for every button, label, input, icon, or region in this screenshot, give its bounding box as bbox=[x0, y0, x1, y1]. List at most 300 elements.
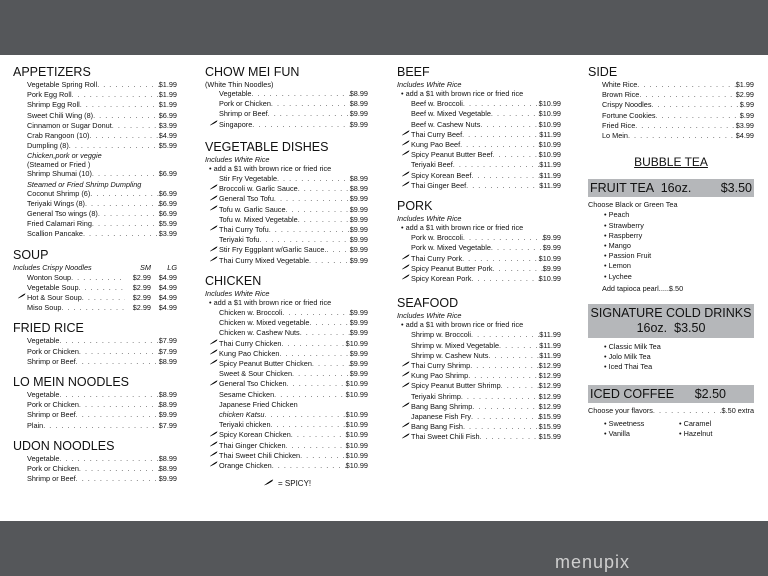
item-price: $9.99 bbox=[158, 410, 177, 420]
menu-item bbox=[397, 109, 561, 119]
tea-choice-note: Choose Black or Green Tea bbox=[588, 200, 678, 210]
menu-item bbox=[205, 430, 368, 440]
note: Chicken,pork or veggie bbox=[27, 151, 102, 161]
menu-item bbox=[588, 111, 754, 121]
item-name: Coconut Shrimp (6) bbox=[27, 188, 91, 198]
item-name: Spicy Peanut Butter Pork bbox=[411, 263, 493, 273]
menu-item bbox=[397, 432, 561, 442]
item-name: Chicken w. Broccoli bbox=[219, 308, 283, 318]
item-price: $11.99 bbox=[539, 160, 561, 170]
section-title: CHICKEN bbox=[205, 273, 262, 288]
item-name: Japanese Fried Chicken bbox=[219, 399, 298, 409]
item-price: $1.99 bbox=[158, 100, 177, 110]
chili-pepper-icon bbox=[209, 349, 219, 359]
menu-item bbox=[397, 422, 561, 432]
item-name: Shrimp w. Mixed Vegetable bbox=[411, 340, 500, 350]
menu-item bbox=[205, 235, 368, 245]
addon-note: • add a $1 with brown rice or fried rice bbox=[401, 320, 524, 330]
item-price: $8.99 bbox=[349, 99, 368, 109]
item-name: Shrimp or Beef bbox=[27, 474, 76, 484]
chili-pepper-icon bbox=[209, 359, 219, 369]
item-price: $9.99 bbox=[349, 348, 368, 358]
item-price: $11.99 bbox=[539, 330, 561, 340]
menu-column-1 bbox=[13, 65, 177, 484]
menu-item bbox=[13, 390, 177, 400]
chili-pepper-icon bbox=[209, 380, 219, 390]
item-name: Japanese Fish Fry bbox=[411, 412, 472, 422]
section-title: BEEF bbox=[397, 65, 430, 79]
item-name: Shrimp w. Broccoli bbox=[411, 330, 472, 340]
chili-pepper-icon bbox=[209, 120, 219, 130]
menu-item bbox=[13, 454, 177, 464]
item-name: Thai Ginger Beef bbox=[411, 180, 467, 190]
item-price: $15.99 bbox=[538, 422, 561, 432]
item-price: $8.99 bbox=[349, 174, 368, 184]
item-price: $8.99 bbox=[158, 464, 177, 474]
menu-item bbox=[397, 99, 561, 109]
menu-item bbox=[205, 89, 368, 99]
fruit-tea-banner: FRUIT TEA 16oz. $3.50 bbox=[590, 181, 752, 196]
chili-pepper-icon bbox=[209, 431, 219, 441]
menu-item bbox=[205, 194, 368, 204]
menu-item bbox=[205, 318, 368, 328]
lo-mein-section bbox=[13, 375, 177, 431]
list-item: • Iced Thai Tea bbox=[604, 362, 653, 372]
menu-item bbox=[13, 410, 177, 420]
size-header-lg: LG bbox=[167, 262, 177, 272]
list-item: • Classic Milk Tea bbox=[604, 342, 661, 352]
item-price: $4.99 bbox=[158, 131, 177, 141]
item-price: $.99 bbox=[739, 100, 754, 110]
list-item: • Peach bbox=[604, 210, 630, 220]
chili-pepper-icon bbox=[401, 433, 411, 443]
item-price: $9.99 bbox=[349, 225, 368, 235]
item-name: Beef w. Broccoli bbox=[411, 99, 463, 109]
section-title: CHOW MEI FUN bbox=[205, 65, 300, 79]
item-name: Shrimp w. Cashew Nuts bbox=[411, 350, 489, 360]
menu-item bbox=[205, 215, 368, 225]
item-name: Vegetable bbox=[27, 336, 60, 346]
item-price: $10.99 bbox=[345, 430, 368, 440]
menu-item bbox=[588, 90, 754, 100]
item-price-small: $2.99 bbox=[132, 293, 151, 303]
item-price: $9.99 bbox=[542, 233, 561, 243]
menu-column-2 bbox=[205, 65, 368, 488]
spicy-legend: = SPICY! bbox=[205, 479, 368, 488]
menu-item bbox=[397, 351, 561, 361]
item-name: Spicy Korean Beef bbox=[411, 170, 472, 180]
coffee-flavor-note: Choose your flavors . . . $.50 extra bbox=[588, 406, 754, 416]
menu-item bbox=[13, 141, 177, 151]
item-name: Bang Bang Shrimp bbox=[411, 401, 473, 411]
menu-item bbox=[13, 189, 177, 199]
item-name: Shrimp Egg Roll bbox=[27, 100, 80, 110]
item-price: $4.99 bbox=[735, 131, 754, 141]
item-name: General Tso wings (8) bbox=[27, 209, 98, 219]
menu-item bbox=[13, 474, 177, 484]
item-price: $7.99 bbox=[158, 336, 177, 346]
item-name: Pork or Chicken bbox=[27, 400, 79, 410]
menu-item bbox=[13, 336, 177, 346]
item-price: $11.99 bbox=[539, 340, 561, 350]
menu-item bbox=[397, 264, 561, 274]
item-name: Thai Curry Chicken bbox=[219, 338, 282, 348]
chili-pepper-icon bbox=[401, 181, 411, 191]
section-title: APPETIZERS bbox=[13, 65, 91, 79]
item-name: Kung Pao Chicken bbox=[219, 348, 280, 358]
item-price: $3.99 bbox=[158, 229, 177, 239]
item-price: $9.99 bbox=[349, 214, 368, 224]
item-price-small: $2.99 bbox=[132, 272, 151, 282]
item-price: $6.99 bbox=[158, 209, 177, 219]
fried-rice-section bbox=[13, 321, 177, 367]
menu-item bbox=[13, 131, 177, 141]
item-price: $9.99 bbox=[349, 204, 368, 214]
item-price: $7.99 bbox=[158, 346, 177, 356]
note: (Steamed or Fried ) bbox=[27, 160, 91, 170]
chili-pepper-icon bbox=[209, 195, 219, 205]
item-price: $8.99 bbox=[349, 184, 368, 194]
menu-item bbox=[205, 451, 368, 461]
item-name: Spicy Peanut Butter Chicken bbox=[219, 359, 312, 369]
chili-pepper-icon bbox=[263, 479, 274, 488]
chili-pepper-icon bbox=[401, 264, 411, 274]
item-name: Kung Pao Shrimp bbox=[411, 371, 469, 381]
beef-section bbox=[397, 65, 561, 191]
section-title: SIDE bbox=[588, 65, 618, 79]
section-title: LO MEIN NOODLES bbox=[13, 375, 129, 390]
menu-item bbox=[205, 225, 368, 235]
item-name: Lo Mein bbox=[602, 131, 628, 141]
note: Includes White Rice bbox=[205, 154, 270, 164]
item-price: $15.99 bbox=[538, 432, 561, 442]
item-price: $9.99 bbox=[349, 359, 368, 369]
item-name: Vegetable Soup bbox=[27, 282, 79, 292]
menu-item bbox=[397, 412, 561, 422]
item-price: $11.99 bbox=[539, 129, 561, 139]
item-price: $5.99 bbox=[158, 141, 177, 151]
soup-section bbox=[13, 248, 177, 314]
addon-note: • add a $1 with brown rice or fried rice bbox=[401, 223, 524, 233]
menu-item bbox=[588, 80, 754, 90]
menu-item bbox=[397, 150, 561, 160]
item-name: Stir Fry Eggplant w/Garlic Sauce. bbox=[219, 245, 327, 255]
item-name: Thai Sweet Chili Chicken bbox=[219, 450, 301, 460]
item-price: $10.99 bbox=[538, 99, 561, 109]
item-price: $9.99 bbox=[349, 194, 368, 204]
menu-item bbox=[13, 464, 177, 474]
menu-item bbox=[205, 410, 368, 420]
item-name: Cinnamon or Sugar Donut bbox=[27, 120, 112, 130]
chili-pepper-icon bbox=[401, 361, 411, 371]
item-name: Chicken w. Mixed vegetable bbox=[219, 318, 310, 328]
item-price: $10.99 bbox=[345, 420, 368, 430]
chili-pepper-icon bbox=[209, 441, 219, 451]
item-price: $6.99 bbox=[158, 198, 177, 208]
item-price: $9.99 bbox=[349, 328, 368, 338]
item-price: $2.99 bbox=[735, 90, 754, 100]
item-name: White Rice bbox=[602, 80, 638, 89]
item-price: $11.99 bbox=[539, 170, 561, 180]
item-name: Pork or Chicken bbox=[27, 346, 79, 356]
iced-coffee-banner: ICED COFFEE $2.50 bbox=[588, 385, 754, 403]
menu-item bbox=[205, 328, 368, 338]
item-name: Thai Curry Shrimp bbox=[411, 361, 471, 371]
item-price: $10.99 bbox=[345, 379, 368, 389]
chili-pepper-icon bbox=[401, 382, 411, 392]
item-price: $10.99 bbox=[345, 338, 368, 348]
menu-item bbox=[205, 99, 368, 109]
menu-item bbox=[397, 341, 561, 351]
item-price-large: $4.99 bbox=[158, 272, 177, 282]
item-price: $1.99 bbox=[735, 80, 754, 89]
menu-item bbox=[397, 160, 561, 170]
item-name: Pork w. Broccoli bbox=[411, 233, 463, 243]
item-name: Spicy Korean Pork bbox=[411, 274, 472, 284]
item-name: Shrimp or Beef bbox=[27, 410, 76, 420]
menu-item bbox=[205, 369, 368, 379]
item-price-large: $4.99 bbox=[158, 293, 177, 303]
item-name: Fried Rice bbox=[602, 120, 636, 130]
item-price: $3.99 bbox=[158, 120, 177, 130]
item-name: Vegetable bbox=[219, 89, 252, 98]
item-price: $10.99 bbox=[538, 140, 561, 150]
note: Includes White Rice bbox=[397, 214, 462, 224]
item-name: Scallion Pancake bbox=[27, 229, 83, 239]
item-price: $12.99 bbox=[538, 401, 561, 411]
item-name: Teriyaki Beef bbox=[411, 160, 453, 170]
item-name: Hot & Sour Soup bbox=[27, 293, 82, 303]
menu-item bbox=[205, 245, 368, 255]
item-price: $12.99 bbox=[538, 371, 561, 381]
item-price-large: $4.99 bbox=[158, 303, 177, 313]
list-item: • Mango bbox=[604, 241, 631, 251]
menu-page bbox=[0, 55, 768, 572]
note: Steamed or Fried Shrimp Dumpling bbox=[27, 179, 142, 189]
menu-item bbox=[13, 199, 177, 209]
menu-item bbox=[13, 273, 177, 283]
menu-item bbox=[205, 205, 368, 215]
appetizers-section bbox=[13, 65, 177, 240]
item-name: Beef w. Mixed Vegetable bbox=[411, 109, 491, 119]
menu-item bbox=[13, 303, 177, 313]
item-name: Kung Pao Beef bbox=[411, 140, 461, 150]
chili-pepper-icon bbox=[209, 205, 219, 215]
item-name: Fried Calamari Ring bbox=[27, 219, 92, 229]
menu-item bbox=[397, 361, 561, 371]
item-name: Thai Curry Mixed Vegetable bbox=[219, 255, 310, 265]
menu-item bbox=[13, 357, 177, 367]
item-price: $9.99 bbox=[349, 245, 368, 255]
chili-pepper-icon bbox=[209, 451, 219, 461]
item-name: Sweet & Sour Chicken bbox=[219, 369, 293, 379]
menu-item bbox=[397, 274, 561, 284]
item-price: $9.99 bbox=[542, 263, 561, 273]
menu-item bbox=[397, 130, 561, 140]
size-header-sm: SM bbox=[140, 262, 151, 272]
chili-pepper-icon bbox=[401, 274, 411, 284]
note: Includes Crispy Noodles bbox=[13, 262, 92, 272]
item-price: $15.99 bbox=[538, 412, 561, 422]
item-name: Stir Fry Vegetable bbox=[219, 174, 277, 184]
item-name: Spicy Korean Chicken bbox=[219, 430, 291, 440]
item-price: $8.99 bbox=[158, 400, 177, 410]
item-name: Beef w. Cashew Nuts bbox=[411, 119, 481, 129]
signature-drinks-banner: SIGNATURE COLD DRINKS 16oz. $3.50 bbox=[588, 304, 754, 338]
item-price: $12.99 bbox=[538, 391, 561, 401]
menu-item bbox=[397, 402, 561, 412]
menu-item bbox=[397, 181, 561, 191]
menu-item bbox=[13, 121, 177, 131]
item-name: Teriyaki chicken bbox=[219, 420, 271, 430]
chili-pepper-icon bbox=[401, 171, 411, 181]
list-item: • Passion Fruit bbox=[604, 251, 652, 261]
item-price: $10.99 bbox=[538, 253, 561, 263]
menu-item bbox=[13, 400, 177, 410]
item-name: Pork or Chicken bbox=[219, 99, 271, 109]
chili-pepper-icon bbox=[209, 225, 219, 235]
item-name: Singapore bbox=[219, 119, 253, 129]
item-name: Thai Curry Beef bbox=[411, 129, 463, 139]
list-item: • Sweetness bbox=[604, 418, 645, 428]
section-title: SOUP bbox=[13, 247, 49, 262]
menu-item bbox=[205, 461, 368, 471]
item-name: Broccoli w. Garlic Sauce bbox=[219, 184, 298, 194]
item-name: Wonton Soup bbox=[27, 272, 72, 282]
item-price: $10.99 bbox=[345, 410, 368, 420]
item-name: Teriyaki Wings (8) bbox=[27, 198, 85, 208]
menu-item bbox=[397, 330, 561, 340]
menu-item bbox=[205, 441, 368, 451]
menu-item bbox=[205, 256, 368, 266]
item-price: $11.99 bbox=[539, 350, 561, 360]
list-item: • Lemon bbox=[604, 261, 631, 271]
item-price: $6.99 bbox=[158, 169, 177, 179]
item-price: $9.99 bbox=[349, 119, 368, 129]
chili-pepper-icon bbox=[209, 461, 219, 471]
item-name: Brown Rice bbox=[602, 90, 640, 100]
list-item: • Raspberry bbox=[604, 230, 643, 240]
list-item: • Hazelnut bbox=[679, 429, 713, 439]
item-name: Thai Sweet Chili Fish bbox=[411, 432, 480, 442]
item-price: $.99 bbox=[739, 110, 754, 120]
item-price: $10.99 bbox=[538, 274, 561, 284]
item-name: Shrimp Shumai (10) bbox=[27, 169, 92, 179]
list-item: • Jolo Milk Tea bbox=[604, 352, 651, 362]
chili-pepper-icon bbox=[401, 371, 411, 381]
item-name: Thai Curry Pork bbox=[411, 253, 463, 263]
item-name: Pork w. Mixed Vegetable bbox=[411, 243, 491, 253]
note: Includes White Rice bbox=[397, 80, 462, 89]
item-price: $10.99 bbox=[538, 150, 561, 160]
item-price-small: $2.99 bbox=[132, 303, 151, 313]
menu-item bbox=[397, 254, 561, 264]
menu-item bbox=[205, 359, 368, 369]
menu-item bbox=[397, 381, 561, 391]
menu-item bbox=[13, 421, 177, 431]
chili-pepper-icon bbox=[209, 256, 219, 266]
item-price: $8.99 bbox=[158, 356, 177, 366]
menu-item bbox=[205, 339, 368, 349]
watermark: menupix bbox=[555, 552, 631, 572]
item-name: Sweet Chili Wing (8) bbox=[27, 110, 94, 120]
item-price: $10.99 bbox=[538, 109, 561, 119]
menu-item bbox=[205, 184, 368, 194]
item-name: Spicy Peanut Butter Shrimp bbox=[411, 381, 501, 391]
section-title: SEAFOOD bbox=[397, 296, 459, 311]
item-name: Bang Bang Fish bbox=[411, 422, 463, 432]
vegetable-section bbox=[205, 140, 368, 266]
item-name: Shrimp or Beef bbox=[219, 109, 268, 119]
list-item: • Vanilla bbox=[604, 429, 630, 439]
item-price: $6.99 bbox=[158, 188, 177, 198]
item-name: Plain bbox=[27, 420, 44, 430]
item-price-small: $2.99 bbox=[132, 282, 151, 292]
tapioca-addon: Add tapioca pearl.....$.50 bbox=[602, 283, 684, 293]
addon-note: • add a $1 with brown rice or fried rice bbox=[209, 297, 332, 307]
item-price: $9.99 bbox=[349, 235, 368, 245]
menu-item bbox=[205, 390, 368, 400]
item-name: Tofu w. Garlic Sauce bbox=[219, 204, 286, 214]
item-price: $6.99 bbox=[158, 110, 177, 120]
item-name: Vegetable bbox=[27, 453, 60, 463]
item-name: Spicy Peanut Butter Beef bbox=[411, 150, 493, 160]
note: (White Thin Noodles) bbox=[205, 80, 274, 89]
item-price: $10.99 bbox=[345, 450, 368, 460]
menu-item bbox=[588, 100, 754, 110]
item-price: $9.99 bbox=[158, 474, 177, 484]
menu-item bbox=[205, 120, 368, 130]
item-price: $10.99 bbox=[345, 461, 368, 471]
item-price-large: $4.99 bbox=[158, 282, 177, 292]
section-title: UDON NOODLES bbox=[13, 438, 115, 453]
list-item: • Caramel bbox=[679, 418, 712, 428]
item-name: Vegetable Spring Roll bbox=[27, 80, 98, 89]
item-name: Teriyaki Tofu bbox=[219, 235, 260, 245]
seafood-section bbox=[397, 296, 561, 442]
chicken-section bbox=[205, 274, 368, 488]
item-price: $9.99 bbox=[349, 109, 368, 119]
chili-pepper-icon bbox=[209, 246, 219, 256]
menu-item bbox=[13, 229, 177, 239]
menu-item bbox=[397, 392, 561, 402]
menu-item bbox=[205, 349, 368, 359]
item-name: Crab Rangoon (10) bbox=[27, 131, 90, 141]
item-price: $1.99 bbox=[158, 90, 177, 100]
item-name: Pork Egg Roll bbox=[27, 90, 72, 100]
menu-item bbox=[205, 109, 368, 119]
menu-item bbox=[13, 169, 177, 179]
menu-item bbox=[13, 293, 177, 303]
menu-item bbox=[205, 379, 368, 389]
item-name: Dumpling (8) bbox=[27, 141, 69, 151]
section-title: VEGETABLE DISHES bbox=[205, 139, 329, 154]
section-title: FRIED RICE bbox=[13, 321, 84, 336]
item-name: Fortune Cookies bbox=[602, 110, 656, 120]
chili-pepper-icon bbox=[401, 254, 411, 264]
item-price: $5.99 bbox=[158, 219, 177, 229]
menu-item bbox=[205, 400, 368, 410]
item-name: chicken Katsu bbox=[219, 410, 265, 420]
chili-pepper-icon bbox=[401, 130, 411, 140]
menu-item bbox=[588, 131, 754, 141]
menu-item bbox=[205, 174, 368, 184]
item-price: $10.99 bbox=[345, 440, 368, 450]
section-title: PORK bbox=[397, 199, 433, 214]
list-item: • Strawberry bbox=[604, 220, 644, 230]
chili-pepper-icon bbox=[17, 293, 27, 303]
item-name: Tofu w. Mixed Vegetable bbox=[219, 214, 298, 224]
